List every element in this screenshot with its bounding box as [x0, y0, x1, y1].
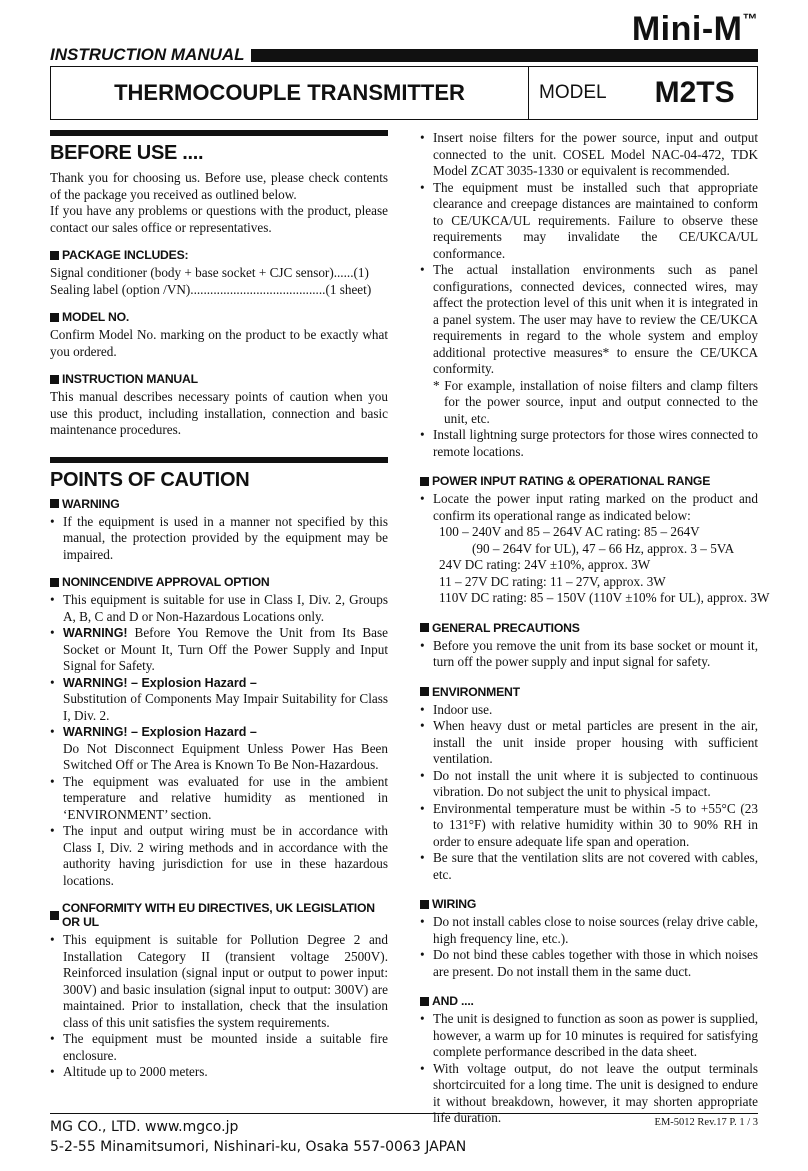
general-item: • Before you remove the unit from its base socket or mount it, turn off the power supply and input signal for safety.: [420, 638, 758, 671]
power-item: • Locate the power input rating marked on the product and confirm its operational range as indicated below:: [420, 491, 758, 524]
nonincendive-heading: NONINCENDIVE APPROVAL OPTION: [50, 575, 388, 589]
square-bullet-icon: [50, 578, 59, 587]
model-number: M2TS: [654, 76, 735, 109]
instruction-manual-heading: INSTRUCTION MANUAL: [50, 372, 388, 386]
square-bullet-icon: [50, 911, 59, 920]
footnote: * For example, installation of noise filters and clamp filters for the power source, input and output connected to the unit, etc.: [433, 377, 758, 426]
right-column: [420, 130, 770, 1127]
model-no-text: Confirm Model No. marking on the product to be exactly what you ordered.: [50, 327, 388, 359]
document-number: EM-5012 Rev.17 P. 1 / 3: [654, 1117, 758, 1128]
general-precautions-heading: GENERAL PRECAUTIONS: [420, 621, 758, 635]
company-line: MG CO., LTD. www.mgco.jp: [50, 1119, 239, 1135]
environment-heading: ENVIRONMENT: [420, 685, 758, 699]
power-rating-line: 24V DC rating: 24V ±10%, approx. 3W: [439, 557, 651, 572]
before-use-heading: BEFORE USE ....: [50, 130, 388, 164]
nonincendive-item: • This equipment is suitable for use in Class I, Div. 2, Groups A, B, C and D or Non-Hazardous Locations only.: [50, 592, 388, 625]
square-bullet-icon: [50, 499, 59, 508]
power-rating-line: (90 – 264V for UL), 47 – 66 Hz, approx. 3 – 5VA: [472, 540, 735, 556]
product-title: THERMOCOUPLE TRANSMITTER: [51, 67, 529, 119]
header-rule: [251, 49, 758, 62]
square-bullet-icon: [420, 623, 429, 632]
environment-item: • Be sure that the ventilation slits are not covered with cables, etc.: [420, 850, 758, 883]
address-line: 5-2-55 Minamitsumori, Nishinari-ku, Osaka 557-0063 JAPAN: [50, 1139, 467, 1155]
square-bullet-icon: [420, 687, 429, 696]
nonincendive-item: • The input and output wiring must be in accordance with Class I, Div. 2 wiring methods and in accordance with the authority having jurisdiction for use in these hazardous locations.: [50, 823, 388, 889]
title-box: [50, 66, 758, 120]
conformity-heading: CONFORMITY WITH EU DIRECTIVES, UK LEGISLATION OR UL: [50, 901, 388, 929]
trademark-symbol: ™: [742, 10, 758, 28]
conformity-item: • The equipment must be installed such that appropriate clearance and creepage distances are maintained to conform to CE/UKCA/UL requirements. Failure to observe these requirements may invalidate the CE/UKCA/UL conformance.: [420, 180, 758, 263]
nonincendive-item: • WARNING! Before You Remove the Unit from Its Base Socket or Mount It, Turn Off the Power Supply and Input Signal for Safety.: [50, 625, 388, 675]
nonincendive-item: • WARNING! – Explosion Hazard –: [50, 724, 388, 741]
wiring-item: • Do not bind these cables together with those in which noises are present. Do not install them in the same duct.: [420, 947, 758, 980]
warning-heading: WARNING: [50, 497, 388, 511]
nonincendive-item-text: Substitution of Components May Impair Suitability for Class I, Div. 2.: [63, 691, 388, 723]
square-bullet-icon: [420, 900, 429, 909]
instruction-manual-text: This manual describes necessary points of caution when you use this product, including installation, connection and basic maintenance procedures.: [50, 389, 388, 437]
manual-label: INSTRUCTION MANUAL: [50, 45, 245, 64]
power-heading: POWER INPUT RATING & OPERATIONAL RANGE: [420, 474, 758, 488]
environment-item: • Do not install the unit where it is subjected to continuous vibration. Do not subject the unit to physical impact.: [420, 768, 758, 801]
left-column: [50, 130, 388, 1081]
square-bullet-icon: [50, 251, 59, 260]
package-heading: PACKAGE INCLUDES:: [50, 248, 388, 262]
model-label: MODEL: [539, 82, 607, 103]
environment-item: • Environmental temperature must be within -5 to +55°C (23 to 131°F) with relative humidity within 30 to 90% RH in order to ensure adequate life span and operation.: [420, 801, 758, 851]
conformity-item: • Install lightning surge protectors for those wires connected to remote locations.: [420, 427, 758, 460]
package-item: Signal conditioner (body + base socket + CJC sensor)......(1): [50, 265, 369, 280]
wiring-item: • Do not install cables close to noise sources (relay drive cable, high frequency line, etc.).: [420, 914, 758, 947]
environment-item: • When heavy dust or metal particles are present in the air, install the unit inside proper housing with sufficient ventilation.: [420, 718, 758, 768]
points-of-caution-heading: POINTS OF CAUTION: [50, 457, 388, 491]
and-heading: AND ....: [420, 994, 758, 1008]
warning-item: • If the equipment is used in a manner not specified by this manual, the protection provided by the equipment may be impaired.: [50, 514, 388, 564]
nonincendive-item: • The equipment was evaluated for use in the ambient temperature and relative humidity as mentioned in ‘ENVIRONMENT’ section.: [50, 774, 388, 824]
manual-header-bar: [50, 44, 758, 64]
intro-paragraph: Thank you for choosing us. Before use, please check contents of the package you received as outlined below.: [50, 170, 388, 202]
model-no-heading: MODEL NO.: [50, 310, 388, 324]
power-rating-line: 100 – 240V and 85 – 264V AC rating: 85 – 264V: [439, 524, 700, 539]
package-item: Sealing label (option /VN).........................................(1 sheet): [50, 281, 372, 297]
conformity-item: • This equipment is suitable for Pollution Degree 2 and Installation Category II (transient voltage 2500V). Reinforced insulation (signal input or output to power input: 300V) and basic insulation (signal input to output: 300V) are maintained. Prior to installation, check that the insulation class of this unit satisfies the system requirements.: [50, 932, 388, 1031]
brand-name: Mini-M: [631, 10, 743, 48]
square-bullet-icon: [420, 477, 429, 486]
square-bullet-icon: [420, 997, 429, 1006]
square-bullet-icon: [50, 375, 59, 384]
nonincendive-item-text: Do Not Disconnect Equipment Unless Power Has Been Switched Off or The Area is Known To Be Non-Hazardous.: [63, 740, 388, 772]
contact-paragraph: If you have any problems or questions with the product, please contact our sales office or representatives.: [50, 203, 388, 235]
environment-item: • Indoor use.: [420, 702, 758, 719]
wiring-heading: WIRING: [420, 897, 758, 911]
power-rating-line: 11 – 27V DC rating: 11 – 27V, approx. 3W: [439, 573, 666, 589]
conformity-item: • Insert noise filters for the power source, input and output connected to the unit. COSEL Model NAC-04-472, TDK Model ZCAT 3035-1330 or equivalent is recommended.: [420, 130, 758, 180]
footer: [50, 1113, 758, 1157]
conformity-item: • The actual installation environments such as panel configurations, connected devices, connected wires, may affect the protection level of this unit when it is integrated in a panel system. The user may have to review the CE/UKCA requirements in regard to the whole system and employ additional protective measures* to ensure the CE/UKCA conformity.: [420, 262, 758, 378]
model-cell: [529, 67, 757, 119]
and-item: • With voltage output, do not leave the output terminals shortcircuited for a long time. The unit is designed to endure it without breakdown, however, it may shorten appropriate life duration.: [420, 1061, 758, 1127]
and-item: • The unit is designed to function as soon as power is supplied, however, a warm up for 10 minutes is required for satisfying complete performance described in the data sheet.: [420, 1011, 758, 1061]
square-bullet-icon: [50, 313, 59, 322]
power-rating-line: 110V DC rating: 85 – 150V (110V ±10% for UL), approx. 3W: [439, 590, 770, 605]
conformity-item: • Altitude up to 2000 meters.: [50, 1064, 388, 1081]
nonincendive-item: • WARNING! – Explosion Hazard –: [50, 675, 388, 692]
conformity-item: • The equipment must be mounted inside a suitable fire enclosure.: [50, 1031, 388, 1064]
